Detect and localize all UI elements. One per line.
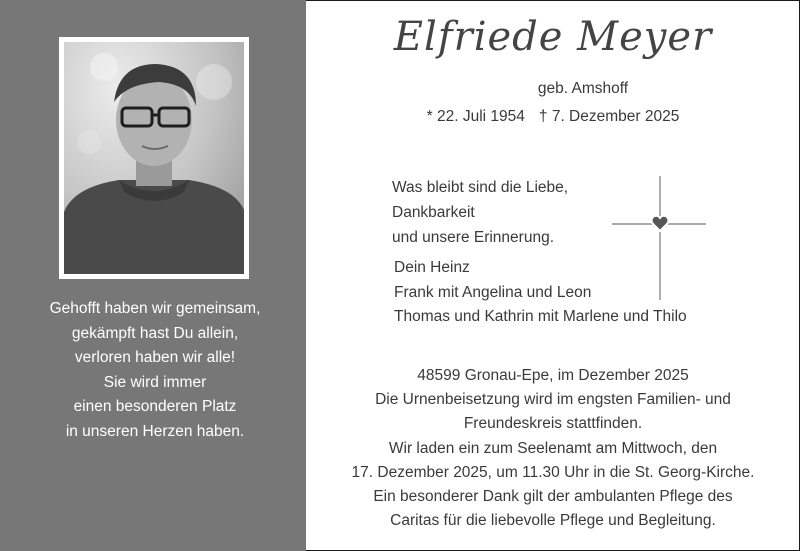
motto-text bbox=[10, 297, 300, 444]
quote bbox=[392, 175, 568, 250]
motto-line: verloren haben wir alle! bbox=[74, 349, 236, 366]
mourner-line: Dein Heinz bbox=[394, 259, 470, 276]
motto-line: Gehofft haben wir gemeinsam, bbox=[49, 300, 261, 317]
quote-line: und unsere Erinnerung. bbox=[392, 229, 555, 246]
motto-line: in unseren Herzen haben. bbox=[65, 422, 245, 440]
portrait-frame bbox=[59, 37, 249, 279]
mourners bbox=[394, 256, 687, 330]
quote-line: Dankbarkeit bbox=[392, 204, 475, 221]
notice-line: Wir laden ein zum Seelenamt am Mittwoch, den bbox=[388, 439, 718, 457]
notice-line: Freundeskreis stattfinden. bbox=[463, 415, 643, 433]
death-date: † 7. Dezember 2025 bbox=[538, 108, 680, 125]
notice-line: Ein besonderer Dank gilt der ambulanten Pflege des bbox=[373, 488, 733, 506]
motto-line: gekämpft hast Du allein, bbox=[71, 324, 239, 342]
born-name: geb. Amshoff bbox=[537, 80, 629, 97]
notice-line: 17. Dezember 2025, um 11.30 Uhr in die St. Georg-Kirche. bbox=[351, 463, 755, 481]
motto-line: Sie wird immer bbox=[103, 373, 207, 391]
motto-line: einen besonderen Platz bbox=[73, 398, 237, 415]
funeral-notice bbox=[306, 364, 800, 533]
mourner-line: Thomas und Kathrin mit Marlene und Thilo bbox=[394, 308, 687, 325]
notice-line: 48599 Gronau-Epe, im Dezember 2025 bbox=[417, 367, 689, 384]
deceased-name: Elfriede Meyer bbox=[393, 14, 713, 60]
left-panel bbox=[0, 0, 306, 551]
life-dates bbox=[306, 108, 800, 126]
birth-date: * 22. Juli 1954 bbox=[426, 108, 525, 125]
notice-line: Caritas für die liebevolle Pflege und Begleitung. bbox=[390, 512, 716, 530]
mourner-line: Frank mit Angelina und Leon bbox=[394, 283, 592, 301]
notice-line: Die Urnenbeisetzung wird im engsten Familien- und bbox=[375, 391, 731, 409]
portrait-photo bbox=[64, 42, 244, 274]
quote-line: Was bleibt sind die Liebe, bbox=[392, 179, 569, 196]
